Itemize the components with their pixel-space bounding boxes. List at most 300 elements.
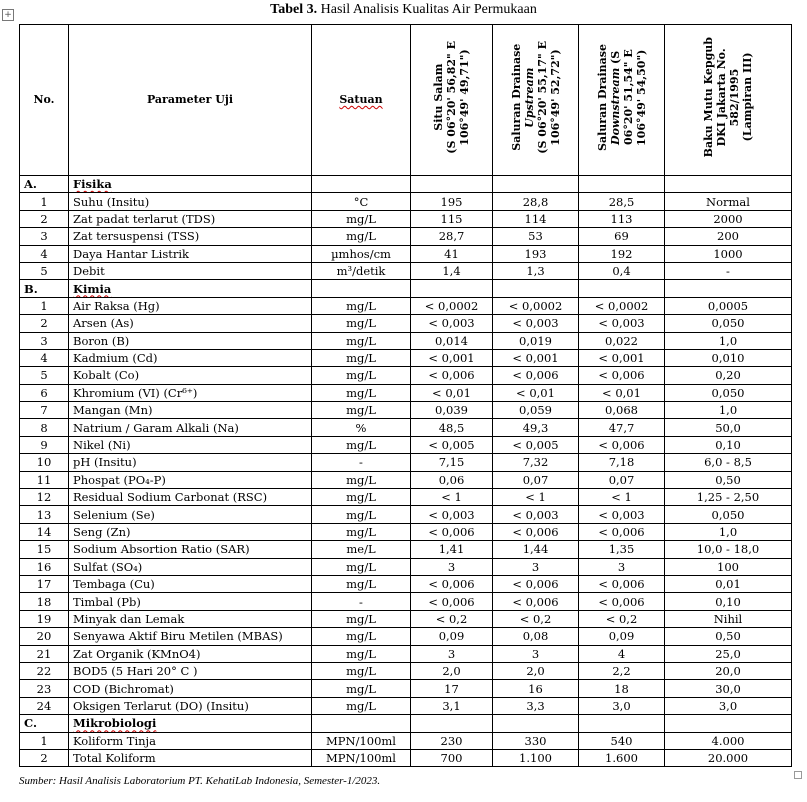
- parameter-name: Nikel (Ni): [69, 436, 312, 453]
- row-number: 17: [20, 575, 69, 592]
- unit: mg/L: [312, 471, 411, 488]
- value-standard: 0,050: [665, 506, 792, 523]
- value-standard: 0,010: [665, 349, 792, 366]
- header-parameter: Parameter Uji: [69, 25, 312, 176]
- value-situ-salam: 0,09: [411, 628, 493, 645]
- parameter-name: Natrium / Garam Alkali (Na): [69, 419, 312, 436]
- value-standard: 10,0 - 18,0: [665, 541, 792, 558]
- value-situ-salam: < 0,005: [411, 436, 493, 453]
- value-downstream: < 0,2: [579, 610, 665, 627]
- empty-cell: [312, 176, 411, 193]
- value-situ-salam: < 0,006: [411, 367, 493, 384]
- value-situ-salam: < 0,2: [411, 610, 493, 627]
- table-row: [20, 541, 792, 558]
- unit: m³/detik: [312, 262, 411, 279]
- parameter-name: Seng (Zn): [69, 523, 312, 540]
- value-upstream: 1,3: [493, 262, 579, 279]
- empty-cell: [493, 715, 579, 732]
- parameter-name: Residual Sodium Carbonat (RSC): [69, 489, 312, 506]
- row-number: 18: [20, 593, 69, 610]
- value-standard: 50,0: [665, 419, 792, 436]
- section-row: [20, 715, 792, 732]
- table-title: Tabel 3. Hasil Analisis Kualitas Air Permukaan: [270, 2, 537, 17]
- value-situ-salam: 3: [411, 558, 493, 575]
- row-number: 23: [20, 680, 69, 697]
- parameter-name: Oksigen Terlarut (DO) (Insitu): [69, 697, 312, 714]
- parameter-name: Timbal (Pb): [69, 593, 312, 610]
- unit: mg/L: [312, 506, 411, 523]
- unit: mg/L: [312, 384, 411, 401]
- value-standard: 1000: [665, 245, 792, 262]
- table-row: [20, 245, 792, 262]
- unit: mg/L: [312, 402, 411, 419]
- unit: %: [312, 419, 411, 436]
- section-title: Kimia: [69, 280, 312, 297]
- row-number: 10: [20, 454, 69, 471]
- unit: mg/L: [312, 680, 411, 697]
- table-row: [20, 332, 792, 349]
- unit: MPN/100ml: [312, 732, 411, 749]
- parameter-name: Arsen (As): [69, 315, 312, 332]
- row-number: 2: [20, 210, 69, 227]
- header-line: Downstream (S: [608, 50, 622, 145]
- table-row: [20, 402, 792, 419]
- table-row: [20, 297, 792, 314]
- header-row: [20, 25, 792, 176]
- empty-cell: [665, 715, 792, 732]
- parameter-name: Zat padat terlarut (TDS): [69, 210, 312, 227]
- value-upstream: 7,32: [493, 454, 579, 471]
- header-line: Saluran Drainase: [595, 44, 609, 151]
- parameter-name: Kobalt (Co): [69, 367, 312, 384]
- value-downstream: 47,7: [579, 419, 665, 436]
- value-upstream: 0,07: [493, 471, 579, 488]
- table-row: [20, 419, 792, 436]
- value-standard: Nihil: [665, 610, 792, 627]
- parameter-name: Kadmium (Cd): [69, 349, 312, 366]
- value-situ-salam: < 0,0002: [411, 297, 493, 314]
- parameter-name: Zat Organik (KMnO4): [69, 645, 312, 662]
- row-number: 5: [20, 262, 69, 279]
- table-row: [20, 262, 792, 279]
- row-number: 1: [20, 193, 69, 210]
- section-row: [20, 176, 792, 193]
- row-number: 6: [20, 384, 69, 401]
- row-number: 24: [20, 697, 69, 714]
- unit: mg/L: [312, 297, 411, 314]
- table-row: [20, 662, 792, 679]
- row-number: 14: [20, 523, 69, 540]
- value-upstream: < 0,006: [493, 593, 579, 610]
- section-number: A.: [20, 176, 69, 193]
- table-row: [20, 610, 792, 627]
- value-situ-salam: < 0,003: [411, 315, 493, 332]
- value-standard: 30,0: [665, 680, 792, 697]
- table-row: [20, 367, 792, 384]
- value-downstream: 3: [579, 558, 665, 575]
- row-number: 21: [20, 645, 69, 662]
- value-upstream: 49,3: [493, 419, 579, 436]
- value-standard: 2000: [665, 210, 792, 227]
- value-standard: 0,50: [665, 471, 792, 488]
- value-situ-salam: < 0,006: [411, 575, 493, 592]
- value-downstream: 0,09: [579, 628, 665, 645]
- value-situ-salam: 2,0: [411, 662, 493, 679]
- table-row: [20, 228, 792, 245]
- resize-handle-icon[interactable]: [794, 771, 802, 779]
- section-title: Mikrobiologi: [69, 715, 312, 732]
- value-upstream: 1.100: [493, 749, 579, 766]
- header-line: DKI Jakarta No.: [715, 48, 728, 147]
- parameter-name: Suhu (Insitu): [69, 193, 312, 210]
- section-title: Fisika: [69, 176, 312, 193]
- value-upstream: < 0,006: [493, 523, 579, 540]
- parameter-name: BOD5 (5 Hari 20° C ): [69, 662, 312, 679]
- unit: mg/L: [312, 645, 411, 662]
- value-downstream: 69: [579, 228, 665, 245]
- parameter-name: COD (Bichromat): [69, 680, 312, 697]
- header-line: (Lampiran III): [741, 53, 754, 142]
- unit: mg/L: [312, 332, 411, 349]
- value-situ-salam: < 0,006: [411, 593, 493, 610]
- parameter-name: Koliform Tinja: [69, 732, 312, 749]
- header-line: 06°20' 51,54" E: [621, 49, 635, 146]
- value-situ-salam: 115: [411, 210, 493, 227]
- value-downstream: < 0,006: [579, 436, 665, 453]
- header-no: No.: [20, 25, 69, 176]
- value-standard: 0,20: [665, 367, 792, 384]
- parameter-name: Boron (B): [69, 332, 312, 349]
- empty-cell: [579, 280, 665, 297]
- value-standard: 20,0: [665, 662, 792, 679]
- value-upstream: < 0,003: [493, 315, 579, 332]
- value-downstream: 192: [579, 245, 665, 262]
- value-upstream: 1,44: [493, 541, 579, 558]
- value-situ-salam: 195: [411, 193, 493, 210]
- value-upstream: 0,019: [493, 332, 579, 349]
- row-number: 1: [20, 732, 69, 749]
- value-downstream: < 1: [579, 489, 665, 506]
- value-downstream: 113: [579, 210, 665, 227]
- empty-cell: [579, 715, 665, 732]
- value-downstream: 0,4: [579, 262, 665, 279]
- value-downstream: 4: [579, 645, 665, 662]
- value-downstream: < 0,006: [579, 575, 665, 592]
- parameter-name: Phospat (PO₄-P): [69, 471, 312, 488]
- value-downstream: < 0,01: [579, 384, 665, 401]
- header-line: 106°49' 52,72"): [548, 49, 562, 146]
- unit: mg/L: [312, 575, 411, 592]
- value-downstream: 0,022: [579, 332, 665, 349]
- value-standard: 4.000: [665, 732, 792, 749]
- value-downstream: 540: [579, 732, 665, 749]
- value-situ-salam: 0,014: [411, 332, 493, 349]
- value-upstream: 0,059: [493, 402, 579, 419]
- empty-cell: [411, 715, 493, 732]
- parameter-name: Daya Hantar Listrik: [69, 245, 312, 262]
- row-number: 2: [20, 749, 69, 766]
- value-downstream: < 0,006: [579, 593, 665, 610]
- parameter-name: Selenium (Se): [69, 506, 312, 523]
- value-standard: 1,0: [665, 402, 792, 419]
- parameter-name: Mangan (Mn): [69, 402, 312, 419]
- value-upstream: < 0,006: [493, 367, 579, 384]
- unit: mg/L: [312, 315, 411, 332]
- row-number: 1: [20, 297, 69, 314]
- unit: mg/L: [312, 349, 411, 366]
- row-number: 20: [20, 628, 69, 645]
- parameter-name: pH (Insitu): [69, 454, 312, 471]
- value-situ-salam: 1,41: [411, 541, 493, 558]
- parameter-name: Sulfat (SO₄): [69, 558, 312, 575]
- empty-cell: [665, 280, 792, 297]
- table-row: [20, 471, 792, 488]
- section-row: [20, 280, 792, 297]
- table-row: [20, 575, 792, 592]
- value-situ-salam: 0,039: [411, 402, 493, 419]
- empty-cell: [665, 176, 792, 193]
- row-number: 8: [20, 419, 69, 436]
- water-quality-table: [19, 24, 792, 767]
- value-downstream: 7,18: [579, 454, 665, 471]
- header-line: 582/1995: [728, 68, 741, 127]
- value-downstream: < 0,003: [579, 315, 665, 332]
- value-upstream: < 0,0002: [493, 297, 579, 314]
- value-upstream: 193: [493, 245, 579, 262]
- empty-cell: [312, 280, 411, 297]
- value-upstream: < 0,001: [493, 349, 579, 366]
- table-row: [20, 436, 792, 453]
- value-standard: 0,10: [665, 593, 792, 610]
- unit: mg/L: [312, 367, 411, 384]
- row-number: 19: [20, 610, 69, 627]
- value-upstream: 28,8: [493, 193, 579, 210]
- value-downstream: 28,5: [579, 193, 665, 210]
- value-downstream: 2,2: [579, 662, 665, 679]
- section-number: B.: [20, 280, 69, 297]
- value-downstream: 1.600: [579, 749, 665, 766]
- value-standard: 200: [665, 228, 792, 245]
- value-situ-salam: 17: [411, 680, 493, 697]
- empty-cell: [493, 280, 579, 297]
- value-downstream: < 0,006: [579, 523, 665, 540]
- parameter-name: Senyawa Aktif Biru Metilen (MBAS): [69, 628, 312, 645]
- parameter-name: Sodium Absortion Ratio (SAR): [69, 541, 312, 558]
- value-situ-salam: 7,15: [411, 454, 493, 471]
- header-line: 106°49' 54,50"): [634, 49, 648, 146]
- header-line: (S 06°20' 56,82" E: [445, 41, 458, 154]
- value-upstream: 53: [493, 228, 579, 245]
- value-upstream: 3,3: [493, 697, 579, 714]
- unit: mg/L: [312, 523, 411, 540]
- value-downstream: 18: [579, 680, 665, 697]
- value-standard: 20.000: [665, 749, 792, 766]
- value-downstream: 0,07: [579, 471, 665, 488]
- header-downstream: [579, 25, 665, 176]
- table-row: [20, 315, 792, 332]
- value-situ-salam: 41: [411, 245, 493, 262]
- value-standard: 3,0: [665, 697, 792, 714]
- value-upstream: < 1: [493, 489, 579, 506]
- empty-cell: [411, 280, 493, 297]
- row-number: 13: [20, 506, 69, 523]
- row-number: 16: [20, 558, 69, 575]
- value-standard: 100: [665, 558, 792, 575]
- unit: µmhos/cm: [312, 245, 411, 262]
- unit: -: [312, 454, 411, 471]
- unit: MPN/100ml: [312, 749, 411, 766]
- value-situ-salam: < 0,001: [411, 349, 493, 366]
- value-upstream: 114: [493, 210, 579, 227]
- table-row: [20, 749, 792, 766]
- row-number: 15: [20, 541, 69, 558]
- value-downstream: < 0,0002: [579, 297, 665, 314]
- row-number: 11: [20, 471, 69, 488]
- value-upstream: 3: [493, 558, 579, 575]
- parameter-name: Zat tersuspensi (TSS): [69, 228, 312, 245]
- row-number: 12: [20, 489, 69, 506]
- table-row: [20, 628, 792, 645]
- value-situ-salam: 3: [411, 645, 493, 662]
- value-standard: 1,25 - 2,50: [665, 489, 792, 506]
- table-body: [20, 176, 792, 767]
- value-upstream: < 0,003: [493, 506, 579, 523]
- unit: mg/L: [312, 489, 411, 506]
- value-situ-salam: 28,7: [411, 228, 493, 245]
- table-row: [20, 645, 792, 662]
- value-standard: Normal: [665, 193, 792, 210]
- value-standard: 25,0: [665, 645, 792, 662]
- table-row: [20, 210, 792, 227]
- value-downstream: < 0,003: [579, 506, 665, 523]
- header-unit: Satuan: [312, 25, 411, 176]
- value-upstream: < 0,005: [493, 436, 579, 453]
- value-standard: 6,0 - 8,5: [665, 454, 792, 471]
- table-row: [20, 732, 792, 749]
- value-standard: 1,0: [665, 523, 792, 540]
- header-line: Saluran Drainase: [509, 44, 523, 151]
- row-number: 4: [20, 245, 69, 262]
- parameter-name: Debit: [69, 262, 312, 279]
- source-note: Sumber: Hasil Analisis Laboratorium PT. KehatiLab Indonesia, Semester-1/2023.: [19, 775, 381, 787]
- value-situ-salam: 700: [411, 749, 493, 766]
- header-standard: [665, 25, 792, 176]
- header-line: (S 06°20' 55,17" E: [535, 41, 549, 154]
- unit: mg/L: [312, 662, 411, 679]
- value-standard: 1,0: [665, 332, 792, 349]
- table-move-handle-icon[interactable]: +: [2, 9, 14, 21]
- value-situ-salam: 3,1: [411, 697, 493, 714]
- table-row: [20, 454, 792, 471]
- value-situ-salam: 1,4: [411, 262, 493, 279]
- empty-cell: [579, 176, 665, 193]
- value-situ-salam: < 0,006: [411, 523, 493, 540]
- value-upstream: 2,0: [493, 662, 579, 679]
- row-number: 5: [20, 367, 69, 384]
- value-upstream: 0,08: [493, 628, 579, 645]
- value-upstream: 3: [493, 645, 579, 662]
- table-row: [20, 593, 792, 610]
- header-line: 106°49' 49,71"): [458, 49, 471, 146]
- value-upstream: 330: [493, 732, 579, 749]
- table-row: [20, 680, 792, 697]
- unit: mg/L: [312, 436, 411, 453]
- value-standard: 0,01: [665, 575, 792, 592]
- header-line: Situ Salam: [432, 63, 445, 132]
- value-downstream: 1,35: [579, 541, 665, 558]
- value-situ-salam: 230: [411, 732, 493, 749]
- unit: mg/L: [312, 558, 411, 575]
- value-downstream: 3,0: [579, 697, 665, 714]
- value-upstream: < 0,006: [493, 575, 579, 592]
- unit: me/L: [312, 541, 411, 558]
- row-number: 3: [20, 228, 69, 245]
- value-situ-salam: < 1: [411, 489, 493, 506]
- unit: °C: [312, 193, 411, 210]
- parameter-name: Minyak dan Lemak: [69, 610, 312, 627]
- value-upstream: 16: [493, 680, 579, 697]
- parameter-name: Khromium (VI) (Cr⁶⁺): [69, 384, 312, 401]
- parameter-name: Air Raksa (Hg): [69, 297, 312, 314]
- value-situ-salam: < 0,003: [411, 506, 493, 523]
- row-number: 4: [20, 349, 69, 366]
- row-number: 9: [20, 436, 69, 453]
- table-row: [20, 506, 792, 523]
- row-number: 3: [20, 332, 69, 349]
- unit: mg/L: [312, 628, 411, 645]
- empty-cell: [411, 176, 493, 193]
- empty-cell: [312, 715, 411, 732]
- row-number: 7: [20, 402, 69, 419]
- value-standard: -: [665, 262, 792, 279]
- unit: mg/L: [312, 610, 411, 627]
- empty-cell: [493, 176, 579, 193]
- value-standard: 0,0005: [665, 297, 792, 314]
- header-line: Upstream: [522, 67, 536, 128]
- unit: mg/L: [312, 228, 411, 245]
- header-upstream: [493, 25, 579, 176]
- value-downstream: 0,068: [579, 402, 665, 419]
- table-row: [20, 384, 792, 401]
- table-row: [20, 697, 792, 714]
- parameter-name: Tembaga (Cu): [69, 575, 312, 592]
- value-standard: 0,050: [665, 384, 792, 401]
- value-standard: 0,050: [665, 315, 792, 332]
- value-downstream: < 0,001: [579, 349, 665, 366]
- value-upstream: < 0,2: [493, 610, 579, 627]
- table-row: [20, 349, 792, 366]
- value-standard: 0,50: [665, 628, 792, 645]
- value-situ-salam: 48,5: [411, 419, 493, 436]
- header-situ-salam: [411, 25, 493, 176]
- unit: -: [312, 593, 411, 610]
- parameter-name: Total Koliform: [69, 749, 312, 766]
- unit: mg/L: [312, 210, 411, 227]
- value-situ-salam: 0,06: [411, 471, 493, 488]
- table-row: [20, 523, 792, 540]
- header-line: Baku Mutu Kepgub: [702, 37, 715, 158]
- value-upstream: < 0,01: [493, 384, 579, 401]
- row-number: 22: [20, 662, 69, 679]
- table-row: [20, 489, 792, 506]
- table-row: [20, 193, 792, 210]
- section-number: C.: [20, 715, 69, 732]
- value-situ-salam: < 0,01: [411, 384, 493, 401]
- value-downstream: < 0,006: [579, 367, 665, 384]
- value-standard: 0,10: [665, 436, 792, 453]
- row-number: 2: [20, 315, 69, 332]
- table-row: [20, 558, 792, 575]
